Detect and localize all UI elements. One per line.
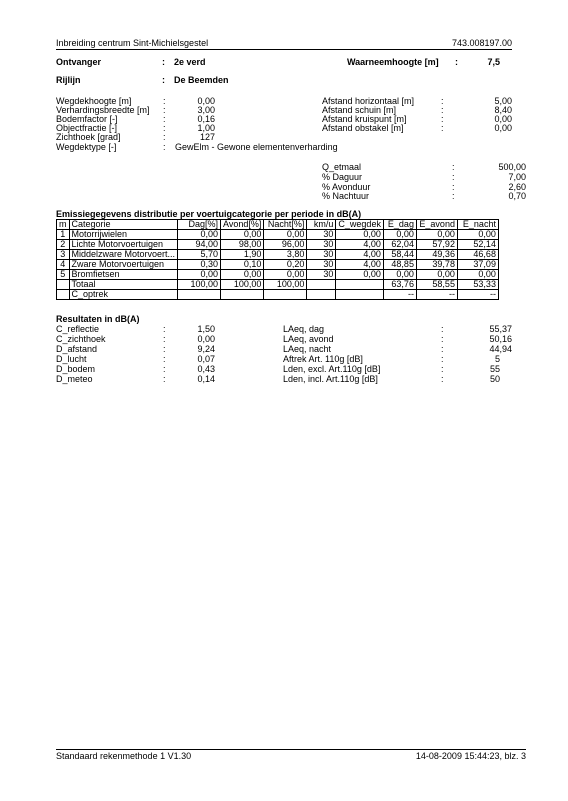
traffic-label: % Nachtuur bbox=[322, 191, 370, 201]
result-value: 55,37 bbox=[489, 324, 512, 334]
ontvanger-label: Ontvanger bbox=[56, 57, 102, 67]
table-cell: 0,10 bbox=[221, 260, 264, 270]
emission-title: Emissiegegevens distributie per voertuigcategorie per periode in dB(A) bbox=[56, 209, 362, 219]
table-cell: 0,00 bbox=[221, 270, 264, 280]
table-cell: 0,00 bbox=[336, 270, 384, 280]
colon: : bbox=[163, 324, 166, 334]
table-cell: 63,76 bbox=[383, 280, 416, 290]
traffic-value: 2,60 bbox=[508, 182, 526, 192]
table-cell: 5,70 bbox=[178, 250, 221, 260]
table-cell: 3 bbox=[57, 250, 70, 260]
table-cell bbox=[264, 290, 307, 300]
colon: : bbox=[455, 57, 458, 67]
param-label: Wegdektype [-] bbox=[56, 142, 117, 152]
result-label: Aftrek Art. 110g [dB] bbox=[283, 354, 363, 364]
colon: : bbox=[452, 162, 455, 172]
colon: : bbox=[163, 374, 166, 384]
result-label: LAeq, dag bbox=[283, 324, 325, 334]
colon: : bbox=[163, 132, 166, 142]
table-cell: 4,00 bbox=[336, 250, 384, 260]
table-cell: 100,00 bbox=[264, 280, 307, 290]
param-value: 3,00 bbox=[197, 105, 215, 115]
table-cell: 4,00 bbox=[336, 240, 384, 250]
table-cell: 57,92 bbox=[416, 240, 457, 250]
footer-datetime: 14-08-2009 15:44:23, blz. 3 bbox=[415, 751, 526, 761]
waarneemhoogte-value: 7,5 bbox=[487, 57, 500, 67]
table-cell: 30 bbox=[307, 240, 336, 250]
header-cell: E_dag bbox=[383, 220, 416, 230]
table-total-row bbox=[57, 280, 499, 290]
table-cell: 0,00 bbox=[178, 270, 221, 280]
table-cell bbox=[221, 290, 264, 300]
table-cell: 94,00 bbox=[178, 240, 221, 250]
table-cell: -- bbox=[416, 290, 457, 300]
table-cell bbox=[307, 290, 336, 300]
table-cell: 4 bbox=[57, 260, 70, 270]
result-value: 0,07 bbox=[197, 354, 215, 364]
table-cell: 100,00 bbox=[221, 280, 264, 290]
table-cell: 0,30 bbox=[178, 260, 221, 270]
table-cell: Lichte Motorvoertuigen bbox=[69, 240, 178, 250]
param-label: Bodemfactor [-] bbox=[56, 114, 118, 124]
results-title: Resultaten in dB(A) bbox=[56, 314, 140, 324]
colon: : bbox=[163, 142, 166, 152]
table-cell: 39,78 bbox=[416, 260, 457, 270]
colon: : bbox=[452, 172, 455, 182]
param-label: Afstand kruispunt [m] bbox=[322, 114, 407, 124]
table-cell bbox=[57, 290, 70, 300]
colon: : bbox=[452, 191, 455, 201]
table-row bbox=[57, 230, 499, 240]
result-value: 9,24 bbox=[197, 344, 215, 354]
table-cell: 4,00 bbox=[336, 260, 384, 270]
header-cell: Categorie bbox=[69, 220, 178, 230]
header-cell: m bbox=[57, 220, 70, 230]
param-label: Afstand horizontaal [m] bbox=[322, 96, 415, 106]
result-label: Lden, incl. Art.110g [dB] bbox=[283, 374, 378, 384]
table-row bbox=[57, 240, 499, 250]
table-cell: 0,20 bbox=[264, 260, 307, 270]
param-value: 0,00 bbox=[494, 123, 512, 133]
colon: : bbox=[441, 364, 444, 374]
table-row bbox=[57, 260, 499, 270]
result-value: 0,14 bbox=[197, 374, 215, 384]
param-label: Afstand schuin [m] bbox=[322, 105, 397, 115]
table-cell: 1,90 bbox=[221, 250, 264, 260]
table-cell: 30 bbox=[307, 260, 336, 270]
colon: : bbox=[163, 123, 166, 133]
colon: : bbox=[163, 114, 166, 124]
footer-rule bbox=[56, 749, 526, 750]
header-cell: Avond[%] bbox=[221, 220, 264, 230]
table-cell bbox=[178, 290, 221, 300]
table-cell: 2 bbox=[57, 240, 70, 250]
table-cell: Motorrijwielen bbox=[69, 230, 178, 240]
table-cell: 100,00 bbox=[178, 280, 221, 290]
result-value: 0,43 bbox=[197, 364, 215, 374]
param-value: 8,40 bbox=[494, 105, 512, 115]
result-label: Lden, excl. Art.110g [dB] bbox=[283, 364, 381, 374]
table-cell: Middelzware Motorvoert... bbox=[69, 250, 178, 260]
table-cell bbox=[336, 290, 384, 300]
colon: : bbox=[441, 96, 444, 106]
traffic-label: % Daguur bbox=[322, 172, 363, 182]
param-value: 1,00 bbox=[197, 123, 215, 133]
header-cell: Nacht[%] bbox=[264, 220, 307, 230]
header-cell: E_nacht bbox=[457, 220, 498, 230]
colon: : bbox=[441, 123, 444, 133]
param-value: 127 bbox=[199, 132, 215, 142]
result-label: C_zichthoek bbox=[56, 334, 106, 344]
table-cell: 0,00 bbox=[221, 230, 264, 240]
result-label: C_reflectie bbox=[56, 324, 100, 334]
param-value: 5,00 bbox=[494, 96, 512, 106]
table-cell: 49,36 bbox=[416, 250, 457, 260]
colon: : bbox=[163, 354, 166, 364]
colon: : bbox=[163, 105, 166, 115]
waarneemhoogte-label: Waarneemhoogte [m] bbox=[347, 57, 439, 67]
table-cell: 0,00 bbox=[383, 230, 416, 240]
header-cell: E_avond bbox=[416, 220, 457, 230]
traffic-value: 0,70 bbox=[508, 191, 526, 201]
rijlijn-label: Rijlijn bbox=[56, 75, 81, 85]
traffic-value: 500,00 bbox=[498, 162, 526, 172]
table-cell: 30 bbox=[307, 230, 336, 240]
header-cell: km/u bbox=[307, 220, 336, 230]
result-value: 5 bbox=[494, 354, 500, 364]
result-value: 50,16 bbox=[489, 334, 512, 344]
traffic-value: 7,00 bbox=[508, 172, 526, 182]
param-label: Zichthoek [grad] bbox=[56, 132, 121, 142]
table-cell: 1 bbox=[57, 230, 70, 240]
result-label: D_lucht bbox=[56, 354, 87, 364]
table-cell: 0,00 bbox=[416, 270, 457, 280]
colon: : bbox=[452, 182, 455, 192]
result-value: 0,00 bbox=[197, 334, 215, 344]
table-cell: 0,00 bbox=[457, 230, 498, 240]
result-label: D_meteo bbox=[56, 374, 93, 384]
colon: : bbox=[441, 105, 444, 115]
table-cell: -- bbox=[457, 290, 498, 300]
table-cell: 30 bbox=[307, 270, 336, 280]
table-cell: 0,00 bbox=[178, 230, 221, 240]
document-title: Inbreiding centrum Sint-Michielsgestel bbox=[56, 38, 209, 48]
table-cell: Zware Motorvoertuigen bbox=[69, 260, 178, 270]
result-value: 44,94 bbox=[489, 344, 512, 354]
table-cell: 48,85 bbox=[383, 260, 416, 270]
param-value: 0,00 bbox=[494, 114, 512, 124]
header-rule bbox=[56, 49, 512, 50]
param-label: Afstand obstakel [m] bbox=[322, 123, 404, 133]
table-cell: 53,33 bbox=[457, 280, 498, 290]
wegdektype-value: GewElm - Gewone elementenverharding bbox=[175, 142, 338, 152]
document-code: 743.008197.00 bbox=[451, 38, 512, 48]
colon: : bbox=[163, 334, 166, 344]
table-cell: 0,00 bbox=[336, 230, 384, 240]
colon: : bbox=[441, 334, 444, 344]
table-cell: Totaal bbox=[69, 280, 178, 290]
table-cell bbox=[336, 280, 384, 290]
colon: : bbox=[162, 75, 165, 85]
param-label: Objectfractie [-] bbox=[56, 123, 118, 133]
result-value: 50 bbox=[489, 374, 500, 384]
result-label: LAeq, nacht bbox=[283, 344, 332, 354]
table-cell: 30 bbox=[307, 250, 336, 260]
result-value: 55 bbox=[489, 364, 500, 374]
table-cell: 0,00 bbox=[416, 230, 457, 240]
table-cell: 58,44 bbox=[383, 250, 416, 260]
table-cell: 46,68 bbox=[457, 250, 498, 260]
traffic-label: Q_etmaal bbox=[322, 162, 362, 172]
colon: : bbox=[163, 344, 166, 354]
table-cell: 52,14 bbox=[457, 240, 498, 250]
colon: : bbox=[441, 324, 444, 334]
table-cell bbox=[307, 280, 336, 290]
table-cell: 0,00 bbox=[383, 270, 416, 280]
table-cell: 0,00 bbox=[264, 270, 307, 280]
colon: : bbox=[441, 354, 444, 364]
colon: : bbox=[441, 114, 444, 124]
rijlijn-value: De Beemden bbox=[174, 75, 229, 85]
table-cell: Bromfietsen bbox=[69, 270, 178, 280]
colon: : bbox=[162, 57, 165, 67]
result-label: D_bodem bbox=[56, 364, 96, 374]
table-cell: 0,00 bbox=[264, 230, 307, 240]
header-cell: Dag[%] bbox=[178, 220, 221, 230]
param-label: Verhardingsbreedte [m] bbox=[56, 105, 150, 115]
table-cell: 0,00 bbox=[457, 270, 498, 280]
table-cell: 58,55 bbox=[416, 280, 457, 290]
result-label: D_afstand bbox=[56, 344, 98, 354]
table-row bbox=[57, 250, 499, 260]
colon: : bbox=[441, 374, 444, 384]
colon: : bbox=[163, 96, 166, 106]
ontvanger-value: 2e verd bbox=[174, 57, 206, 67]
table-cell: 3,80 bbox=[264, 250, 307, 260]
table-cell: 96,00 bbox=[264, 240, 307, 250]
colon: : bbox=[441, 344, 444, 354]
table-row bbox=[57, 270, 499, 280]
table-header-row bbox=[57, 220, 499, 230]
header-cell: C_wegdek bbox=[336, 220, 384, 230]
param-label: Wegdekhoogte [m] bbox=[56, 96, 132, 106]
param-value: 0,16 bbox=[197, 114, 215, 124]
table-optrek-row bbox=[57, 290, 499, 300]
emission-table bbox=[56, 219, 499, 300]
table-cell: 98,00 bbox=[221, 240, 264, 250]
table-cell: 5 bbox=[57, 270, 70, 280]
colon: : bbox=[163, 364, 166, 374]
traffic-label: % Avonduur bbox=[322, 182, 371, 192]
table-cell: -- bbox=[383, 290, 416, 300]
footer-method: Standaard rekenmethode 1 V1.30 bbox=[56, 751, 192, 761]
result-value: 1,50 bbox=[197, 324, 215, 334]
result-label: LAeq, avond bbox=[283, 334, 334, 344]
table-cell: 37,09 bbox=[457, 260, 498, 270]
table-cell bbox=[57, 280, 70, 290]
table-cell: C_optrek bbox=[69, 290, 178, 300]
param-value: 0,00 bbox=[197, 96, 215, 106]
table-cell: 62,04 bbox=[383, 240, 416, 250]
